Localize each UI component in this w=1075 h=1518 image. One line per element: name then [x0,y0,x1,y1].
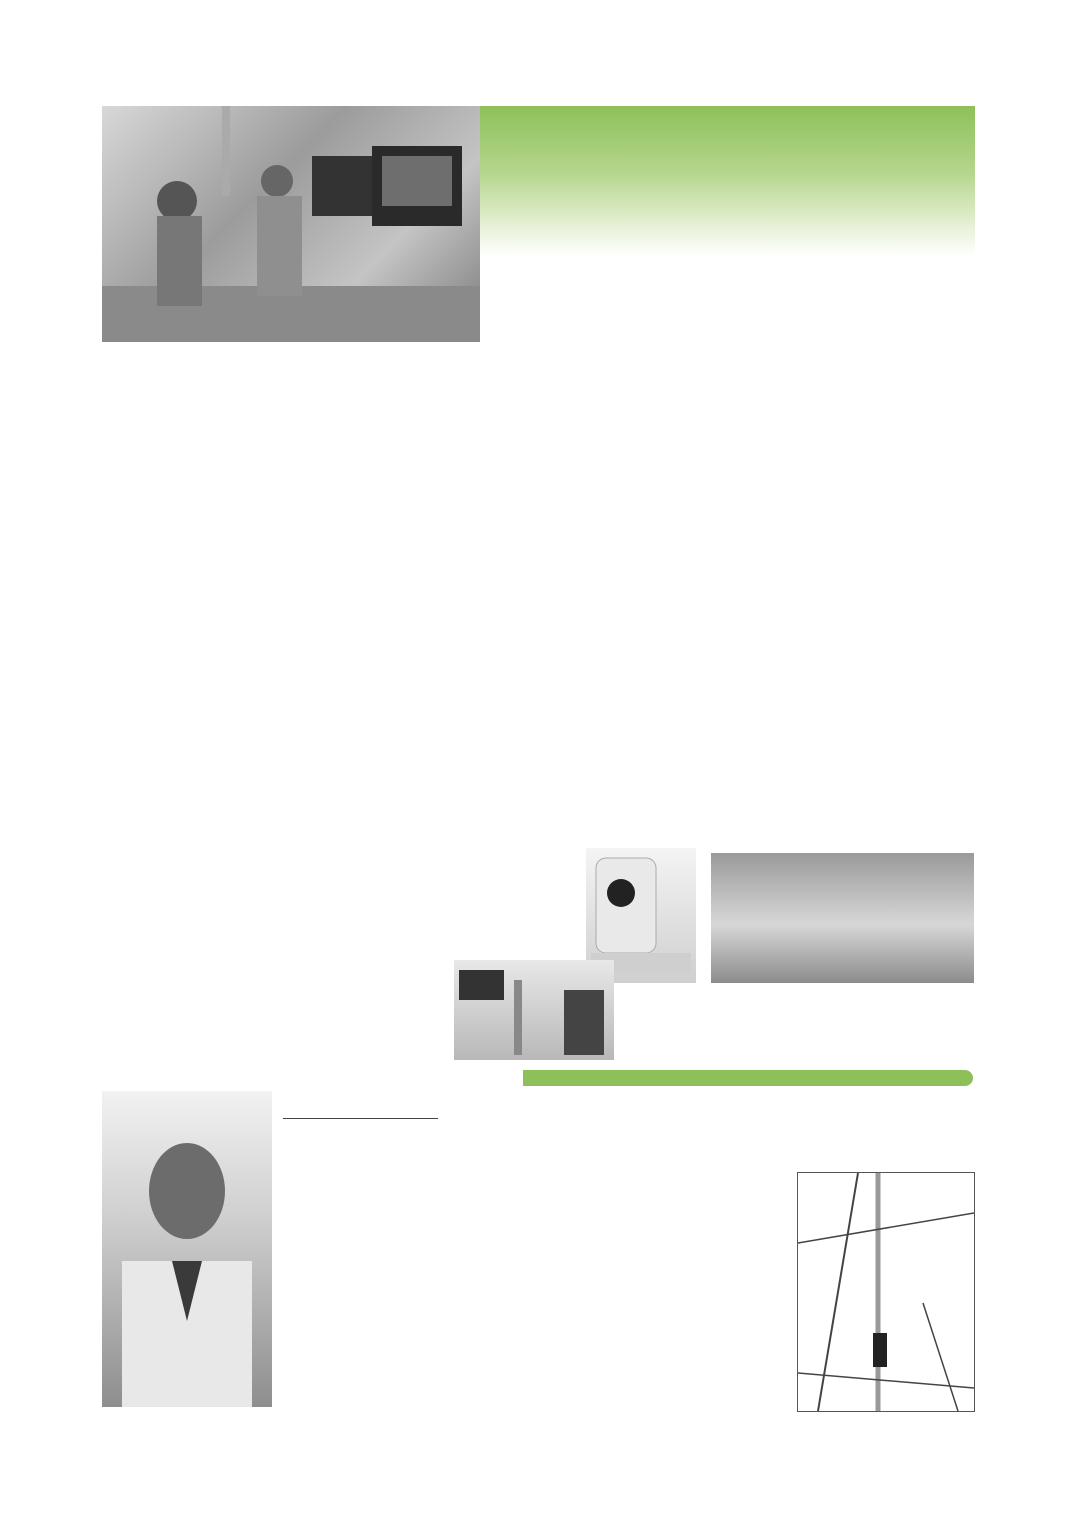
article-middle [100,470,448,800]
director-photo [102,1091,272,1407]
article-lower [100,852,448,1047]
map-roads [798,1173,974,1411]
headline-line2 [875,262,923,852]
access-map [797,1172,975,1412]
headline-line1 [925,262,973,852]
header-band [480,106,975,256]
microscope-illustration [454,960,614,1060]
director-divider [283,1118,438,1119]
article-upper-right [490,262,865,790]
clinic-exterior-photo [711,853,974,983]
info-bar [523,1070,973,1086]
director-illustration [102,1091,272,1407]
microscope-photo [454,960,614,1060]
